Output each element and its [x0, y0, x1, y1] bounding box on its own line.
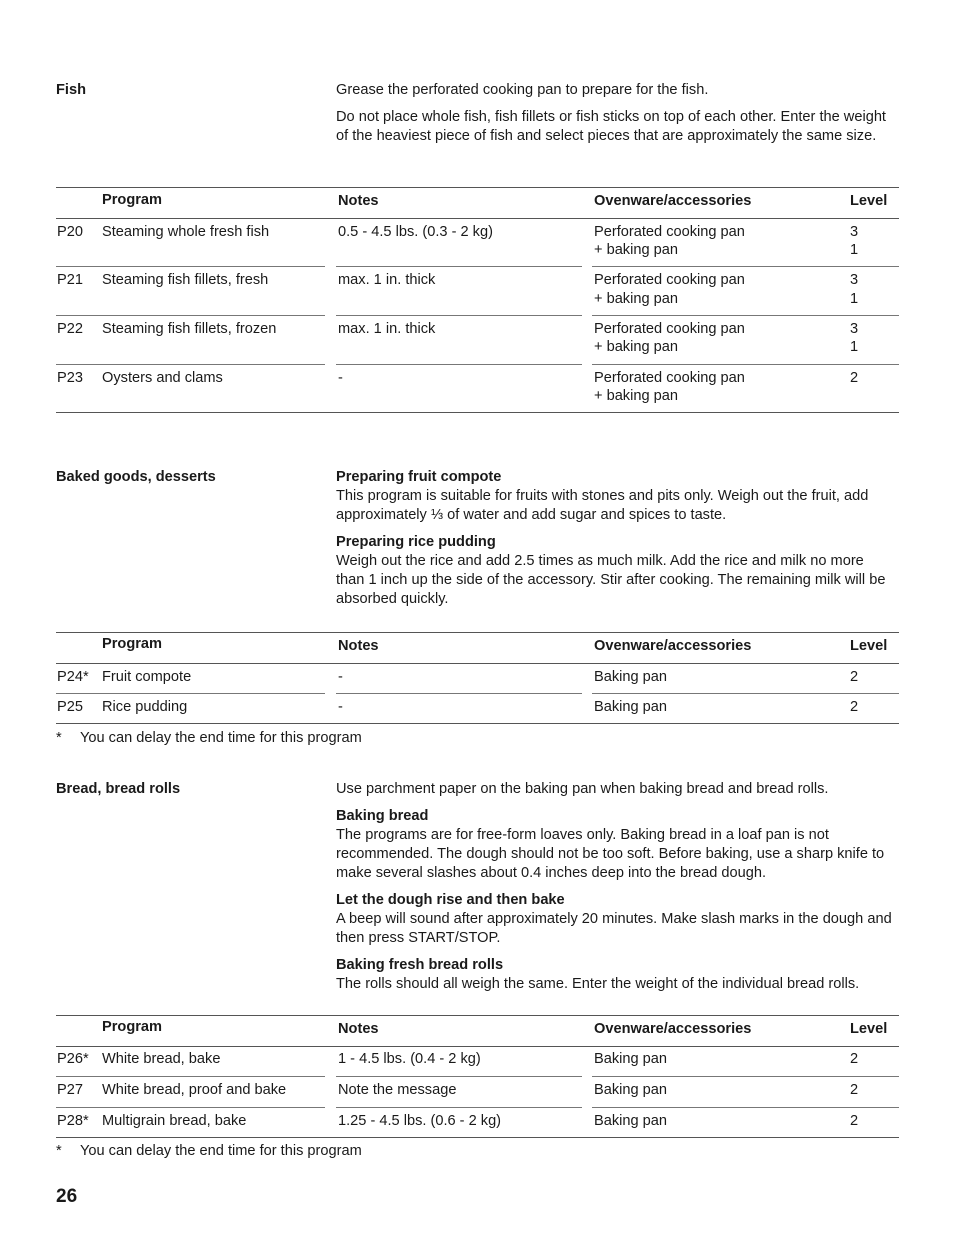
footnote-text: You can delay the end time for this program — [80, 1143, 362, 1159]
bread-text-baking: The programs are for free-form loaves only. Baking bread in a loaf pan is not recommended. The dough should not be too soft. Before baking, use a sharp knife to make several slashes about 0.4 inches deep into the bread dough. — [336, 827, 885, 881]
program-ovenware-2: + baking pan — [594, 339, 678, 355]
baked-header-rule — [56, 663, 899, 664]
row-divider — [56, 364, 325, 365]
program-level-1: 3 — [850, 224, 859, 240]
program-notes: - — [338, 669, 343, 685]
program-ovenware: Baking pan — [594, 1051, 668, 1067]
program-level: 2 — [850, 1082, 859, 1098]
bread-intro: Use parchment paper on the baking pan when baking bread and bread rolls. — [336, 781, 829, 797]
program-level-1: 2 — [850, 370, 859, 386]
row-divider — [592, 1076, 899, 1077]
program-code: P28* — [57, 1113, 89, 1129]
program-ovenware: Baking pan — [594, 1113, 668, 1129]
row-divider — [592, 1107, 899, 1108]
program-ovenware: Baking pan — [594, 669, 668, 685]
program-code: P26* — [57, 1051, 89, 1067]
bread-header-rule — [56, 1046, 899, 1047]
row-divider — [336, 693, 582, 694]
program-level-2: 1 — [850, 242, 859, 258]
program-notes: max. 1 in. thick — [338, 321, 436, 337]
program-level: 2 — [850, 669, 859, 685]
bread-subheading-baking: Baking bread — [336, 808, 429, 824]
program-level-1: 3 — [850, 272, 859, 288]
fish-header-ovenware: Ovenware/accessories — [594, 193, 752, 209]
program-name: Steaming fish fillets, fresh — [102, 272, 269, 288]
bread-subheading-rolls: Baking fresh bread rolls — [336, 957, 504, 973]
row-divider — [336, 1107, 582, 1108]
program-code: P25 — [57, 699, 83, 715]
baked-header-program: Program — [102, 636, 163, 652]
fish-para-1: Grease the perforated cooking pan to prepare for the fish. — [336, 82, 709, 98]
row-divider — [336, 266, 582, 267]
program-name: Rice pudding — [102, 699, 188, 715]
program-code: P27 — [57, 1082, 83, 1098]
fish-para-2: Do not place whole fish, fish fillets or fish sticks on top of each other. Enter the weight of the heaviest piece of fish and select pieces that are approximately the same size. — [336, 109, 886, 144]
footnote-star: * — [56, 1143, 62, 1159]
program-level: 2 — [850, 1113, 859, 1129]
fish-header-rule — [56, 218, 899, 219]
row-divider — [56, 693, 325, 694]
program-code: P24* — [57, 669, 89, 685]
program-notes: - — [338, 370, 343, 386]
baked-header-notes: Notes — [338, 638, 379, 654]
program-ovenware-1: Perforated cooking pan — [594, 321, 745, 337]
program-code: P22 — [57, 321, 83, 337]
baked-header-ovenware: Ovenware/accessories — [594, 638, 752, 654]
row-divider — [336, 364, 582, 365]
program-notes: 0.5 - 4.5 lbs. (0.3 - 2 kg) — [338, 224, 493, 240]
bread-header-level: Level — [850, 1021, 888, 1037]
baked-footnote — [56, 729, 362, 748]
baked-subheading-pudding: Preparing rice pudding — [336, 534, 496, 550]
fish-table-bottom-rule — [56, 412, 899, 413]
program-ovenware-2: + baking pan — [594, 388, 678, 404]
program-ovenware-2: + baking pan — [594, 242, 678, 258]
program-notes: 1.25 - 4.5 lbs. (0.6 - 2 kg) — [338, 1113, 502, 1129]
program-level-1: 3 — [850, 321, 859, 337]
bread-table-bottom-rule — [56, 1137, 899, 1138]
program-code: P21 — [57, 272, 83, 288]
baked-section-title: Baked goods, desserts — [56, 469, 216, 485]
footnote-text: You can delay the end time for this program — [80, 730, 362, 746]
fish-table-top-rule — [56, 187, 899, 188]
fish-header-level: Level — [850, 193, 888, 209]
row-divider — [336, 315, 582, 316]
program-level: 2 — [850, 699, 859, 715]
fish-description — [336, 81, 896, 154]
baked-header-level: Level — [850, 638, 888, 654]
baked-subheading-compote: Preparing fruit compote — [336, 469, 502, 485]
fish-section-title: Fish — [56, 82, 86, 98]
program-level: 2 — [850, 1051, 859, 1067]
program-ovenware: Baking pan — [594, 699, 668, 715]
bread-subheading-rise: Let the dough rise and then bake — [336, 892, 565, 908]
baked-text-compote: This program is suitable for fruits with stones and pits only. Weigh out the fruit, add approximately ⅓ of water and add sugar and spices to taste. — [336, 488, 869, 523]
program-ovenware-1: Perforated cooking pan — [594, 224, 745, 240]
baked-table-bottom-rule — [56, 723, 899, 724]
bread-description — [336, 780, 896, 1002]
page-number: 26 — [56, 1186, 78, 1207]
program-name: Fruit compote — [102, 669, 192, 685]
program-ovenware-1: Perforated cooking pan — [594, 370, 745, 386]
program-name: Oysters and clams — [102, 370, 223, 386]
row-divider — [56, 315, 325, 316]
row-divider — [592, 364, 899, 365]
row-divider — [592, 266, 899, 267]
program-name: Multigrain bread, bake — [102, 1113, 247, 1129]
program-ovenware: Baking pan — [594, 1082, 668, 1098]
program-level-2: 1 — [850, 291, 859, 307]
program-notes: Note the message — [338, 1082, 457, 1098]
bread-footnote — [56, 1142, 362, 1161]
row-divider — [56, 1107, 325, 1108]
program-code: P20 — [57, 224, 83, 240]
program-code: P23 — [57, 370, 83, 386]
program-ovenware-2: + baking pan — [594, 291, 678, 307]
baked-table-top-rule — [56, 632, 899, 633]
row-divider — [592, 315, 899, 316]
row-divider — [592, 693, 899, 694]
program-notes: 1 - 4.5 lbs. (0.4 - 2 kg) — [338, 1051, 481, 1067]
program-level-2: 1 — [850, 339, 859, 355]
bread-header-program: Program — [102, 1019, 163, 1035]
bread-header-ovenware: Ovenware/accessories — [594, 1021, 752, 1037]
footnote-star: * — [56, 730, 62, 746]
program-notes: max. 1 in. thick — [338, 272, 436, 288]
row-divider — [56, 1076, 325, 1077]
baked-text-pudding: Weigh out the rice and add 2.5 times as much milk. Add the rice and milk no more than 1 inch up the side of the accessory. Stir after cooking. The remaining milk will be absorbed quickly. — [336, 553, 886, 607]
bread-text-rolls: The rolls should all weigh the same. Enter the weight of the individual bread rolls. — [336, 976, 860, 992]
bread-text-rise: A beep will sound after approximately 20 minutes. Make slash marks in the dough and then press START/STOP. — [336, 911, 892, 946]
program-notes: - — [338, 699, 343, 715]
program-name: White bread, proof and bake — [102, 1082, 287, 1098]
row-divider — [336, 1076, 582, 1077]
program-name: Steaming whole fresh fish — [102, 224, 270, 240]
bread-section-title: Bread, bread rolls — [56, 781, 181, 797]
fish-header-program: Program — [102, 192, 163, 208]
program-ovenware-1: Perforated cooking pan — [594, 272, 745, 288]
bread-table-top-rule — [56, 1015, 899, 1016]
row-divider — [56, 266, 325, 267]
bread-header-notes: Notes — [338, 1021, 379, 1037]
program-name: White bread, bake — [102, 1051, 221, 1067]
baked-description — [336, 468, 896, 617]
program-name: Steaming fish fillets, frozen — [102, 321, 277, 337]
fish-header-notes: Notes — [338, 193, 379, 209]
